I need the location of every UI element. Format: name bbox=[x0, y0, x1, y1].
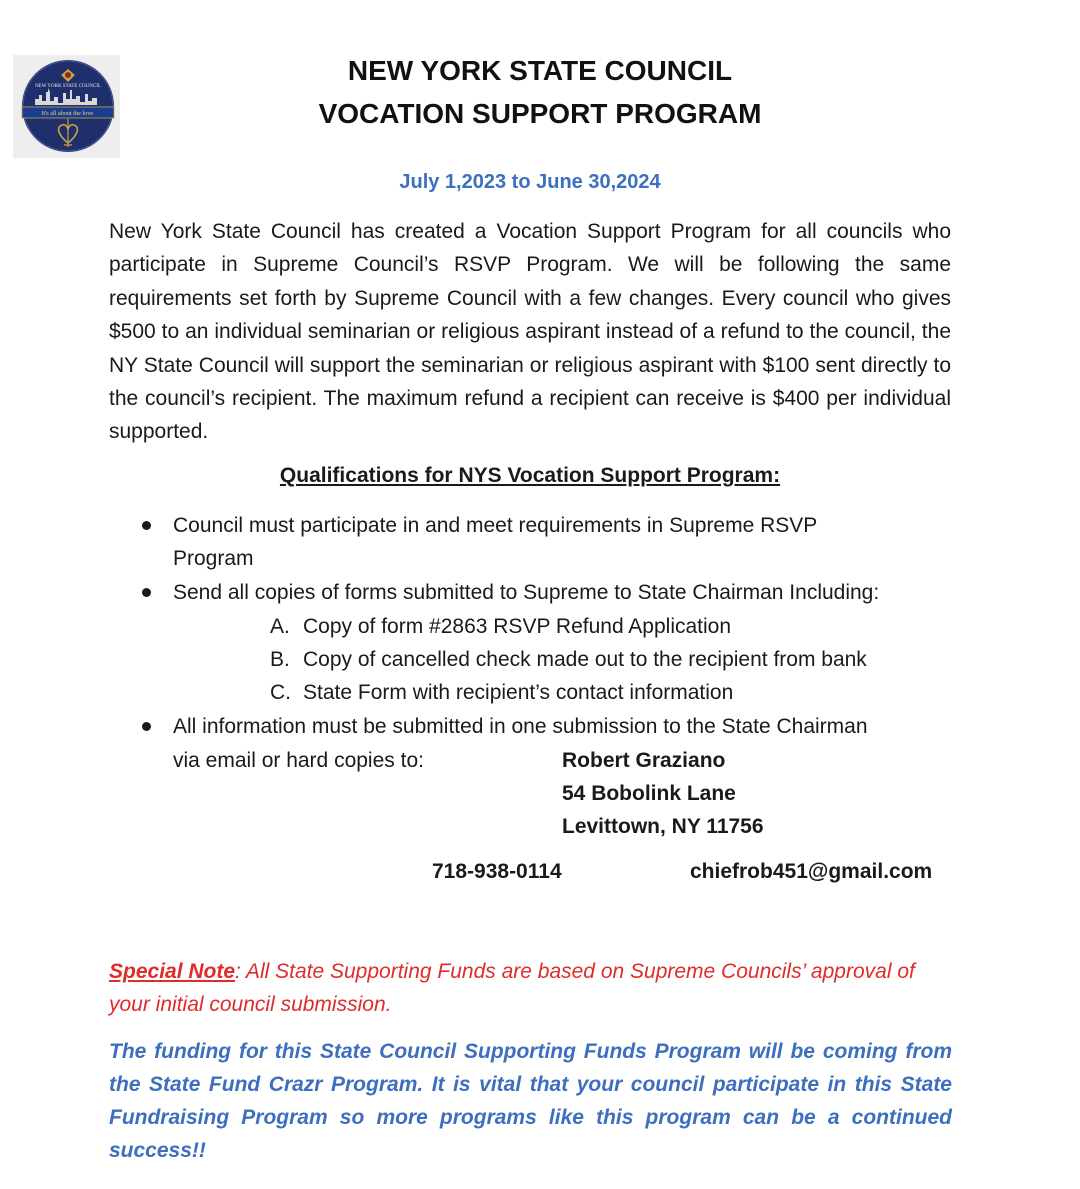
sub-item-letter: B. bbox=[270, 648, 290, 671]
funding-note: The funding for this State Council Supporting Funds Program will be coming from the State Fund Crazr Program. It is vital that your council participate in this State Fundraising Program so more programs like this program can be a continued success!! bbox=[109, 1040, 952, 1162]
sub-item-a bbox=[270, 610, 731, 643]
bullet-1-line-1: Council must participate in and meet requirements in Supreme RSVP bbox=[173, 514, 818, 537]
bullet-icon bbox=[142, 722, 151, 731]
contact-name: Robert Graziano bbox=[562, 749, 726, 772]
bullet-1-line-2: Program bbox=[173, 547, 254, 570]
special-note bbox=[109, 955, 954, 1021]
special-note-text: : All State Supporting Funds are based on Supreme Councils’ approval of your initial council submission. bbox=[109, 960, 915, 1016]
bullet-3-line-1: All information must be submitted in one submission to the State Chairman bbox=[173, 715, 868, 738]
contact-street: 54 Bobolink Lane bbox=[562, 782, 736, 805]
contact-city: Levittown, NY 11756 bbox=[562, 815, 764, 838]
title-line-1: NEW YORK STATE COUNCIL bbox=[347, 55, 733, 86]
intro-paragraph: New York State Council has created a Vocation Support Program for all councils who participate in Supreme Council’s RSVP Program. We will be following the same requirements set forth by Supreme Council with a few changes. Every council who gives $500 to an individual seminarian or religious aspirant instead of a refund to the council, the NY State Council will support the seminarian or religious aspirant with $100 sent directly to the council’s recipient. The maximum refund a recipient can receive is $400 per individual supported. bbox=[109, 220, 951, 444]
sub-item-b bbox=[270, 643, 867, 676]
sub-item-text: Copy of cancelled check made out to the recipient from bank bbox=[303, 648, 867, 671]
contact-phone: 718-938-0114 bbox=[432, 860, 562, 883]
program-dates: July 1,2023 to June 30,2024 bbox=[399, 171, 661, 193]
title-line-2: VOCATION SUPPORT PROGRAM bbox=[318, 98, 762, 129]
sub-item-letter: A. bbox=[270, 615, 290, 638]
bullet-2: Send all copies of forms submitted to Supreme to State Chairman Including: bbox=[173, 581, 880, 604]
sub-item-letter: C. bbox=[270, 681, 291, 704]
sub-item-text: State Form with recipient’s contact information bbox=[303, 681, 734, 704]
sub-item-c bbox=[270, 676, 733, 709]
bullet-icon bbox=[142, 521, 151, 530]
sub-item-text: Copy of form #2863 RSVP Refund Application bbox=[303, 615, 732, 638]
bullet-icon bbox=[142, 588, 151, 597]
qualifications-heading: Qualifications for NYS Vocation Support Program: bbox=[279, 464, 781, 487]
special-note-label: Special Note bbox=[109, 960, 236, 983]
bullet-3-line-2: via email or hard copies to: bbox=[173, 749, 424, 772]
logo-ring-text: NEW YORK STATE COUNCIL bbox=[35, 84, 101, 89]
contact-email: chiefrob451@gmail.com bbox=[690, 860, 933, 883]
logo-banner-text: It's all about the love. bbox=[41, 110, 95, 117]
